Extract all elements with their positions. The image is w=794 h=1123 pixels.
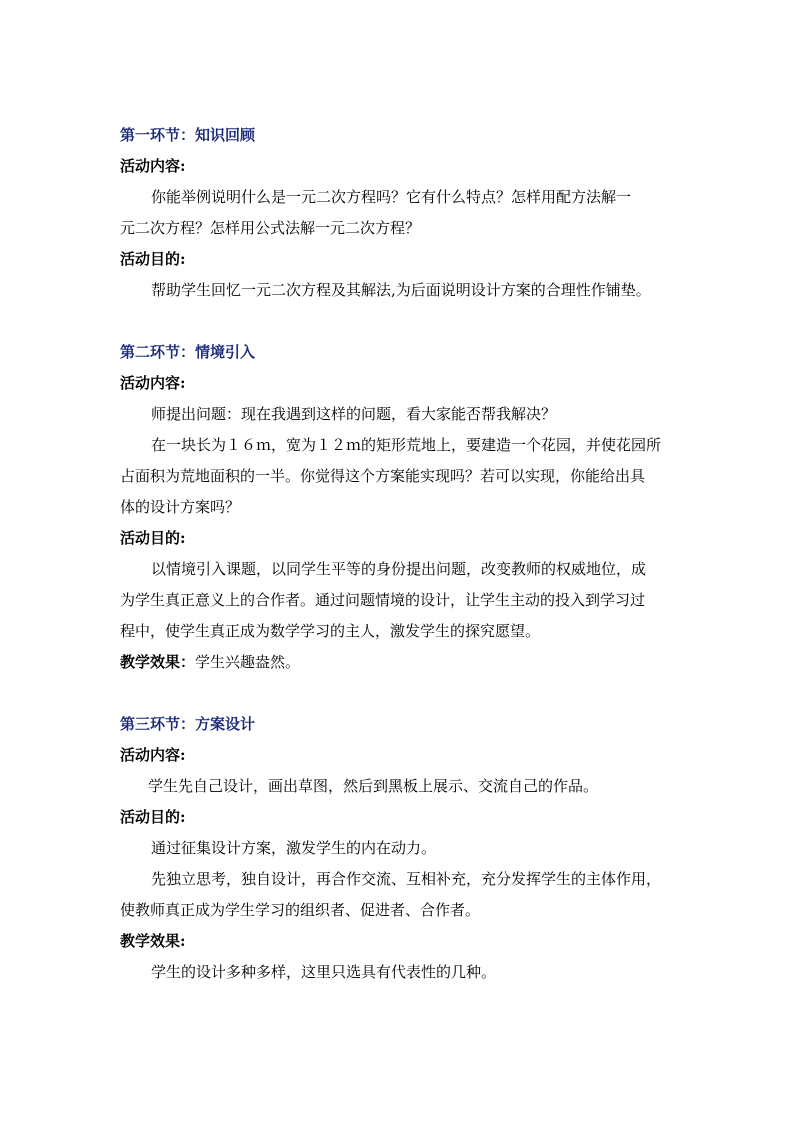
section-2-effect	[120, 652, 680, 683]
section-2-content-line-2: 在一块长为１６ｍ，宽为１２ｍ的矩形荒地上，要建造一个花园，并使花园所	[151, 436, 662, 454]
section-1-content-line-2: 元二次方程？怎样用公式法解一元二次方程？	[120, 219, 421, 237]
section-3-purpose-label: 活动目的:	[120, 808, 186, 826]
section-3-content-line-1: 学生先自己设计，画出草图，然后到黑板上展示、交流自己的作品。	[148, 777, 599, 795]
section-1-content-label: 活动内容:	[120, 157, 186, 175]
section-3-title: 第三环节：方案设计	[120, 715, 256, 733]
section-2-purpose-line-1: 以情境引入课题，以同学生平等的身份提出问题，改变教师的权威地位，成	[151, 560, 647, 578]
section-3-purpose-line-1: 通过征集设计方案，激发学生的内在动力。	[151, 839, 437, 857]
section-3-purpose-line-2: 先独立思考，独自设计，再合作交流、互相补充，充分发挥学生的主体作用，	[151, 870, 662, 888]
section-2-purpose-line-3: 程中，使学生真正成为数学学习的主人，激发学生的探究愿望。	[120, 622, 541, 640]
document-content	[120, 125, 680, 993]
section-1-purpose-label: 活动目的:	[120, 250, 186, 268]
section-2-purpose-label: 活动目的:	[120, 529, 186, 547]
section-gap	[120, 683, 680, 714]
section-2-effect-text: 学生兴趣盎然。	[195, 653, 301, 671]
section-3-effect-label: 教学效果:	[120, 932, 186, 950]
section-2-effect-label: 教学效果：	[120, 653, 196, 671]
section-2-content-line-4: 体的设计方案吗？	[120, 498, 241, 516]
section-3-effect-line-1: 学生的设计多种多样，这里只选具有代表性的几种。	[151, 963, 497, 981]
section-2-content-label: 活动内容:	[120, 374, 186, 392]
section-2-title: 第二环节：情境引入	[120, 343, 256, 361]
section-gap	[120, 311, 680, 342]
section-2-content-line-1: 师提出问题：现在我遇到这样的问题，看大家能否帮我解决？	[151, 405, 557, 423]
section-2-content-line-3: 占面积为荒地面积的一半。你觉得这个方案能实现吗？若可以实现，你能给出具	[120, 467, 646, 485]
section-1-title: 第一环节：知识回顾	[120, 126, 256, 144]
section-1-purpose-line-1: 帮助学生回忆一元二次方程及其解法,为后面说明设计方案的合理性作铺垫。	[151, 281, 651, 299]
section-2-purpose-line-2: 为学生真正意义上的合作者。通过问题情境的设计，让学生主动的投入到学习过	[120, 591, 646, 609]
section-3-content-label: 活动内容:	[120, 746, 186, 764]
section-3-purpose-line-3: 使教师真正成为学生学习的组织者、促进者、合作者。	[120, 901, 481, 919]
section-1-content-line-1: 你能举例说明什么是一元二次方程吗？它有什么特点？怎样用配方法解一	[151, 188, 632, 206]
